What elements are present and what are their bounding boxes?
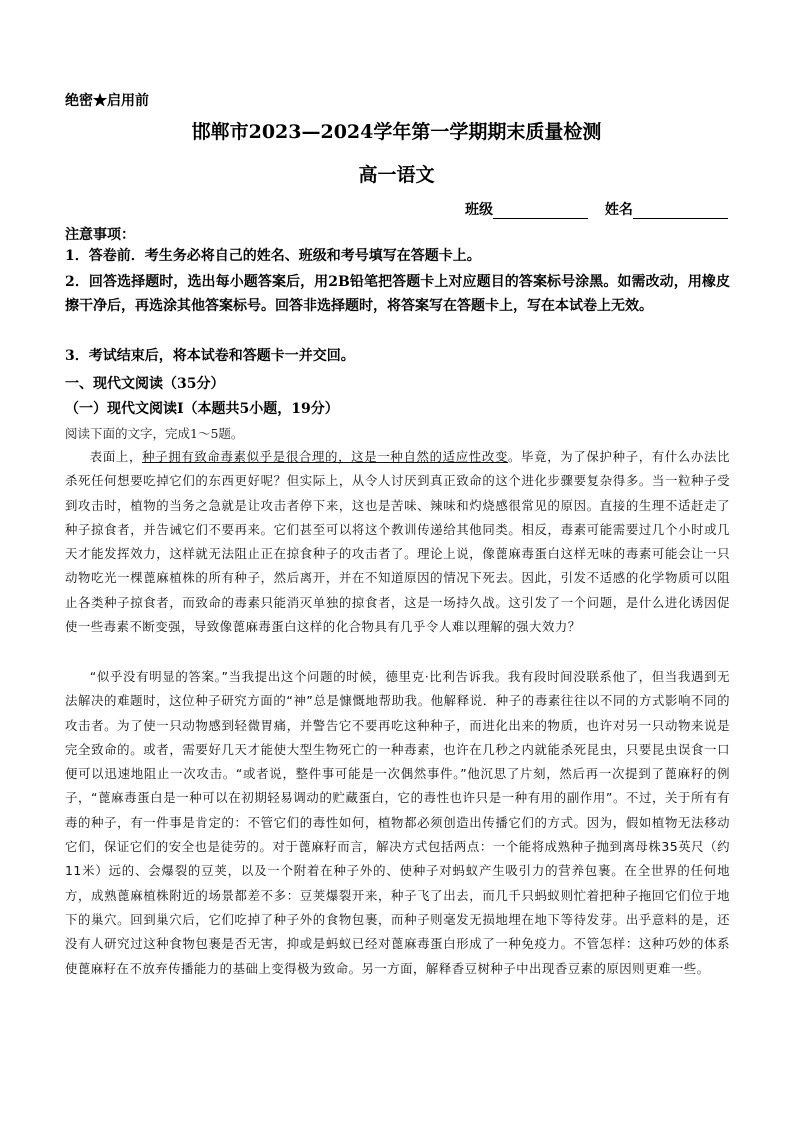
name-blank (633, 204, 728, 219)
note-item-3: 3．考试结束后，将本试卷和答题卡一并交回。 (65, 348, 355, 364)
class-blank (493, 204, 588, 219)
p1-intro: 表面上， (89, 449, 143, 464)
reading-instruction: 阅读下面的文字，完成1～5题。 (65, 426, 244, 441)
passage-paragraph-2: “似乎没有明显的答案。”当我提出这个问题的时候，德里克·比利告诉我。我有段时间没联系他了，但当我遇到无法解决的难题时，这位种子研究方面的“神”总是慷慨地帮助我。他解释说．种子的毒素往往以不同的方式影响不同的攻击者。为了使一只动物感到轻微胃痛，并警告它不要再吃这种种子，而进化出来的物质，也许对另一只动物来说是完全致命的。或者，需要好几天才能使大型生物死亡的一种毒素，也许在几秒之内就能杀死昆虫，只要昆虫误食一口便可以迅速地阻止一次攻击。“或者说，整件事可能是一次偶然事件。”他沉思了片刻，然后再一次提到了蓖麻籽的例子，“蓖麻毒蛋白是一种可以在初期轻易调动的贮藏蛋白，它的毒性也许只是一种有用的副作用”。不过，关于所有有毒的种子，有一件事是肯定的：不管它们的毒性如何，植物都必须创造出传播它们的方式。因为，假如植物无法移动它们，保证它们的安全也是徒劳的。对于蓖麻籽而言，解决方式包括两点：一个能将成熟种子抛到离母株35英尺（约11米）远的、会爆裂的豆荚，以及一个附着在种子外的、使种子对蚂蚁产生吸引力的营养包裹。在全世界的任何地方，成熟蓖麻植株附近的场景都差不多：豆荚爆裂开来，种子飞了出去，而几千只蚂蚁则忙着把种子拖回它们位于地下的巢穴。回到巢穴后，它们吃掉了种子外的食物包裹，而种子则毫发无损地埋在地下等待发芽。出乎意料的是，还没有人研究过这种食物包裹是否无害，抑或是蚂蚁已经对蓖麻毒蛋白形成了一种免疫力。不管怎样：这种巧妙的体系使蓖麻籽在不放弃传播能力的基础上变得极为致命。另一方面，解释香豆树种子中出现香豆素的原因则更难一些。 (65, 669, 730, 976)
p1-body: 。毕竟，为了保护种子，有什么办法比杀死任何想要吃掉它们的东西更好呢？但实际上，从令人讨厌到真正致命的这个进化步骤要复杂得多。当一粒种子受到攻击时，植物的当务之急就是让攻击者停下来，这也是苦味、辣味和灼烧感很常见的原因。直接的生理不适赶走了种子掠食者，并告诫它们不要再来。它们甚至可以将这个教训传递给其他同类。相反，毒素可能需要过几个小时或几天才能发挥效力，这样就无法阻止正在掠食种子的攻击者了。理论上说，像蓖麻毒蛋白这样无味的毒素可能会让一只动物吃光一棵蓖麻植株的所有种子，然后离开，并在不知道原因的情况下死去。因此，引发不适感的化学物质可以阻止各类种子掠食者，而致命的毒素只能消灭单独的掠食者，这是一场持久战。这引发了一个问题，是什么进化诱因促使一些毒素不断变强，导致像蓖麻毒蛋白这样的化合物具有几乎令人难以理解的强大效力？ (65, 449, 731, 635)
passage-paragraph-1 (65, 445, 730, 639)
secret-mark: 绝密★启用前 (65, 93, 149, 109)
student-info-line (465, 199, 740, 219)
name-label: 姓名 (604, 202, 633, 218)
underlined-sentence: 种子拥有致命毒素似乎是很合理的，这是一种自然的适应性改变 (142, 449, 509, 464)
subject-title: 高一语文 (358, 164, 435, 186)
notes-heading: 注意事项： (65, 227, 135, 243)
class-label: 班级 (465, 202, 493, 218)
section-heading: 一、现代文阅读（35分） (65, 376, 225, 392)
subsection-heading: （一）现代文阅读Ⅰ（本题共5小题，19分） (65, 401, 339, 417)
note-item-2: 2．回答选择题时，选出每小题答案后，用2B铅笔把答题卡上对应题目的答案标号涂黑。如需改动，用橡皮擦干净后，再选涂其他答案标号。回答非选择题时，将答案写在答题卡上，写在本试卷上无效。 (65, 274, 730, 314)
exam-title: 邯郸市2023—2024学年第一学期期末质量检测 (191, 121, 602, 143)
note-item-1: 1．答卷前．考生务必将自己的姓名、班级和考号填写在答题卡上。 (65, 248, 481, 264)
